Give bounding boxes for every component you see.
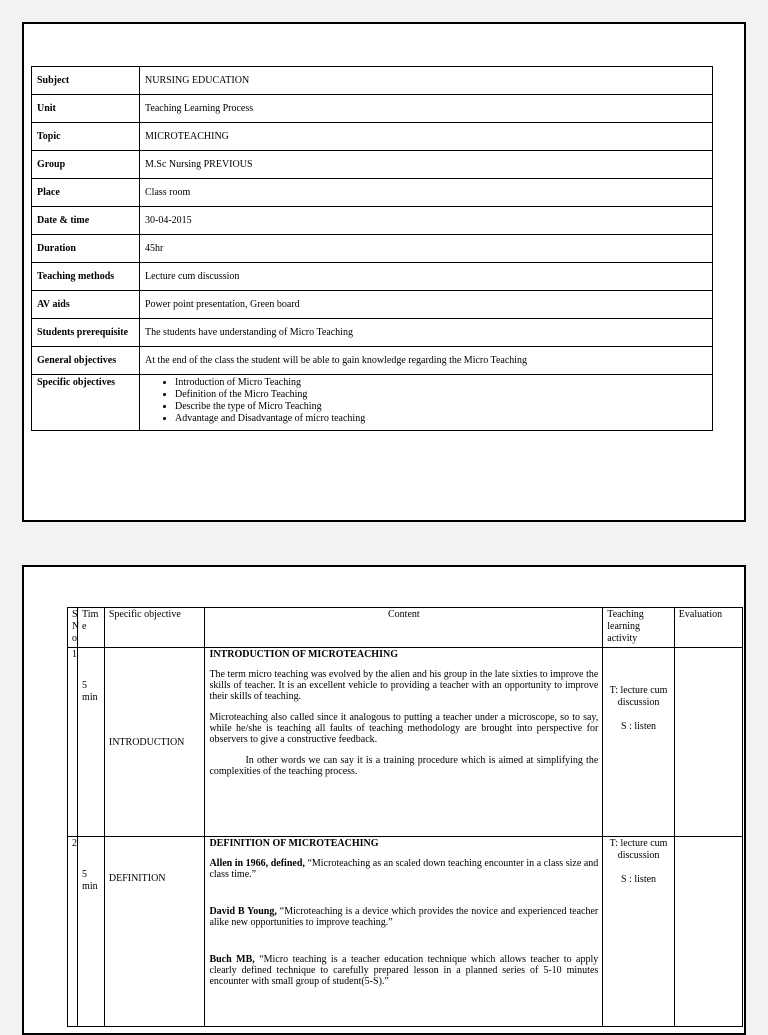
lesson-plan-page — [22, 565, 746, 1035]
info-value: At the end of the class the student will be able to gain knowledge regarding the Micro Teaching — [140, 347, 713, 375]
definition-text: “Micro teaching is a teacher education technique which allows teacher to apply clearly defined technique to carefully prepared lesson in a planned series of 5-10 minutes encounter with small group of student(5-S).” — [209, 954, 599, 987]
info-value: NURSING EDUCATION — [140, 67, 713, 95]
info-label: Unit — [32, 95, 140, 123]
row-sno: 1 — [68, 648, 78, 837]
info-row-general-objectives — [32, 347, 713, 375]
row-activity — [603, 837, 675, 1027]
activity-student: S : listen — [621, 874, 657, 885]
row-content — [205, 837, 603, 1027]
definition-author: Allen in 1966, defined, — [209, 858, 305, 869]
lesson-plan-table — [67, 607, 743, 1027]
info-label: Date & time — [32, 207, 140, 235]
info-label: Topic — [32, 123, 140, 151]
definition-author: David B Young, — [209, 906, 277, 917]
info-value: Lecture cum discussion — [140, 263, 713, 291]
header-objective: Specific objective — [104, 608, 205, 648]
header-sno: S N o — [68, 608, 78, 648]
definition-text: “Microteaching is a device which provides the novice and experienced teacher alike new opportunities to improve teaching.” — [209, 906, 599, 928]
row-sno: 2 — [68, 837, 78, 1027]
info-label: Teaching methods — [32, 263, 140, 291]
list-item: • Definition of the Micro Teaching — [175, 389, 707, 401]
info-label: Students prerequisite — [32, 319, 140, 347]
content-paragraph: Microteaching also called since it analogous to putting a teacher under a microscope, so to say, while he/she is teaching all faults of teaching methodology are brought into perspective for observers to give a constructive feedback. — [209, 712, 599, 745]
info-row-unit — [32, 95, 713, 123]
row-objective: DEFINITION — [104, 837, 205, 1027]
table-row — [68, 648, 743, 837]
info-row-duration — [32, 235, 713, 263]
header-time: Tim e — [78, 608, 105, 648]
row-evaluation — [674, 837, 742, 1027]
row-evaluation — [674, 648, 742, 837]
info-label: Specific objectives — [32, 375, 140, 431]
row-objective: INTRODUCTION — [104, 648, 205, 837]
definition-author: Buch MB, — [209, 954, 255, 965]
activity-student: S : listen — [621, 721, 657, 732]
info-label: Subject — [32, 67, 140, 95]
header-evaluation: Evaluation — [674, 608, 742, 648]
definition-allen — [209, 858, 598, 880]
list-item: • Introduction of Micro Teaching — [175, 377, 707, 389]
info-label: General objectives — [32, 347, 140, 375]
info-row-subject — [32, 67, 713, 95]
header-activity: Teaching learning activity — [603, 608, 675, 648]
row-time: 5 min — [78, 837, 105, 1027]
info-value: 45hr — [140, 235, 713, 263]
content-paragraph: In other words we can say it is a training procedure which is aimed at simplifying the complexities of the teaching process. — [209, 755, 599, 777]
header-content: Content — [205, 608, 603, 648]
content-heading: DEFINITION OF MICROTEACHING — [209, 838, 379, 849]
definition-text: “Microteaching as an scaled down teaching encounter in a class size and class time.” — [209, 858, 599, 880]
info-row-av-aids — [32, 291, 713, 319]
info-row-group — [32, 151, 713, 179]
objectives-list — [145, 377, 707, 425]
info-row-date — [32, 207, 713, 235]
info-label: AV aids — [32, 291, 140, 319]
info-value: Teaching Learning Process — [140, 95, 713, 123]
definition-buch — [209, 954, 598, 987]
info-row-topic — [32, 123, 713, 151]
table-row — [68, 837, 743, 1027]
info-row-prerequisite — [32, 319, 713, 347]
content-paragraph: The term micro teaching was evolved by the alien and his group in the late sixties to improve the skills of teacher. It is an excellent vehicle to providing a teacher with an opportunity to improve their skills of teaching. — [209, 669, 599, 702]
info-value: The students have understanding of Micro Teaching — [140, 319, 713, 347]
info-value: 30-04-2015 — [140, 207, 713, 235]
activity-teacher: T: lecture cum discussion — [609, 838, 668, 861]
info-row-place — [32, 179, 713, 207]
table-header-row — [68, 608, 743, 648]
info-value: Power point presentation, Green board — [140, 291, 713, 319]
info-value: M.Sc Nursing PREVIOUS — [140, 151, 713, 179]
info-label: Duration — [32, 235, 140, 263]
content-heading: INTRODUCTION OF MICROTEACHING — [209, 649, 398, 660]
info-value: Class room — [140, 179, 713, 207]
row-content — [205, 648, 603, 837]
lesson-info-page — [22, 22, 746, 522]
info-row-methods — [32, 263, 713, 291]
info-label: Group — [32, 151, 140, 179]
list-item: • Advantage and Disadvantage of micro teaching — [175, 413, 707, 425]
info-value: MICROTEACHING — [140, 123, 713, 151]
lesson-info-table — [31, 66, 713, 431]
info-row-specific-objectives — [32, 375, 713, 431]
row-time: 5 min — [78, 648, 105, 837]
info-label: Place — [32, 179, 140, 207]
definition-young — [209, 906, 598, 928]
activity-teacher: T: lecture cum discussion — [609, 685, 668, 708]
list-item: • Describe the type of Micro Teaching — [175, 401, 707, 413]
row-activity — [603, 648, 675, 837]
info-value — [140, 375, 713, 431]
